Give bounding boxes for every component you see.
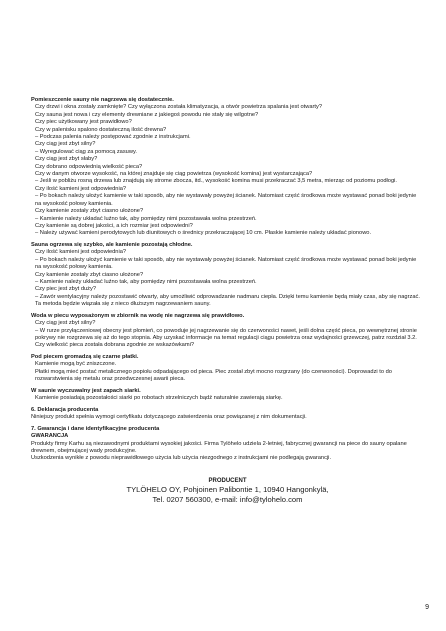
producer-address: TYLÖHELO OY, Pohjoinen Palibontie 1, 10940 Hangonkylä,: [126, 484, 329, 494]
text-line: Uszkodzenia wynikłe z powodu nieprawidłowego użycia lub użycia niezgodnego z instrukcjami nie podlegają gwarancji.: [31, 455, 332, 462]
text-line: Czy sauna jest nowa i czy elementy drewniane z jakiegoś powodu nie stały się wilgotne?: [35, 111, 259, 118]
text-line: – Wyregulować ciąg za pomocą zasuwy.: [35, 148, 137, 155]
text-line: Czy w danym otworze wysokość, na której znajduje się ciąg powietrza (wysokość komina) jest wystarczająca?: [35, 171, 313, 178]
text-line: Czy dobrano odpowiednią wielkość pieca?: [35, 163, 143, 170]
text-line: – Należy używać kamieni perodytowych lub diunitowych o średnicy przekraczającej 10 cm. Płaskie kamienie należy układać pionowo.: [35, 230, 372, 237]
section-heading: W saunie wyczuwalny jest zapach siarki.: [31, 387, 141, 394]
text-line: Czy drzwi i okna zostały zamknięte? Czy wyłączona została klimatyzacja, a otwór powietrza spalania jest otwarty?: [35, 104, 323, 111]
section-heading: Pomieszczenie sauny nie nagrzewa się dostatecznie.: [31, 97, 174, 103]
text-line: – Po bokach należy ułożyć kamienie w taki sposób, aby nie wystawały powyżej ścianek. Natomiast część środkowa może wystawać ponad boki jedynie na wysokość połowy kamienia.: [35, 256, 417, 271]
text-line: Kamienie mogą być zniszczone.: [35, 361, 117, 368]
text-line: Czy ilość kamieni jest odpowiednia?: [35, 249, 127, 256]
section-water-tank: [31, 313, 424, 350]
text-line: Czy ciąg jest zbyt silny?: [35, 320, 96, 327]
text-line: Czy w palenisku spalono dostateczną ilość drewna?: [35, 126, 167, 133]
producer-contact: Tel. 0207 560300, e-mail: info@tylohelo.com: [152, 495, 303, 505]
section-heading: Sauna ogrzewa się szybko, ale kamienie pozostają chłodne.: [31, 241, 193, 248]
section-heading: Pod piecem gromadzą się czarne płatki.: [31, 353, 139, 360]
text-line: – Zawór wentylacyjny należy pozostawić otwarty, aby umożliwić odprowadzanie nadmaru ciepła. Dzięki temu kamienie będą miały czas, aby się nagrzać. Ta metoda będzie wiązała się z nieco dłuższym nagrzewaniem sauny.: [35, 293, 420, 308]
text-line: Czy wielkość pieca została dobrana zgodnie ze wskazówkami?: [35, 342, 195, 349]
section-black-flakes: [31, 354, 424, 384]
page-number: 9: [425, 604, 429, 611]
subsection-heading: GWARANCJA: [31, 433, 69, 440]
text-line: Płatki mogą mieć postać metalicznego popiołu odpadającego od pieca. Piec został zbyt mocno rozgrzany (do czerwoności). Doprowadzi to do rozwarstwienia się metalu oraz przedwczesnej awarii pieca.: [35, 368, 392, 383]
section-sulfur-smell: [31, 388, 424, 403]
section-heading: 7. Gwarancja i dane identyfikacyjne producenta: [31, 425, 160, 432]
text-line: – Kamienie należy układać luźno tak, aby pomiędzy nimi pozostawała wolna przestrzeń.: [35, 278, 257, 285]
text-line: Niniejszy produkt spełnia wymogi certyfikatu dotyczącego zatwierdzenia oraz powiązanej z nim dokumentacji.: [31, 414, 307, 421]
producer-info: [31, 477, 424, 506]
document-content: [31, 97, 424, 506]
text-line: – W rurze przyłączeniowej obecny jest płomień, co powoduje jej nagrzewanie się do czerwoności nawet, jeśli dolna część pieca, po wewnętrznej stronie pokrywy nie rozgrzewa się aż do tego stopnia. Aby uzyskać informacje na temat regulacji ciągu powietrza oraz wydajności grzewczej, patrz rozdział 3.2.: [35, 327, 417, 341]
text-line: Czy ilość kamieni jest odpowiednia?: [35, 185, 127, 192]
section-heading: Woda w piecu wyposażonym w zbiornik na wodę nie nagrzewa się prawidłowo.: [31, 312, 245, 319]
text-line: Czy piec użytkowany jest prawidłowo?: [35, 119, 132, 126]
text-line: Czy kamienie zostały zbyt ciasno ułożone?: [35, 271, 144, 278]
section-warranty: [31, 426, 424, 463]
text-line: Czy piec jest zbyt duży?: [35, 286, 97, 293]
text-line: – Podczas palenia należy postępować zgodnie z instrukcjami.: [35, 134, 191, 141]
text-line: – Po bokach należy ułożyć kamienie w taki sposób, aby nie wystawały powyżej ścianek. Natomiast część środkowa może wystawać ponad boki jedynie na wysokość połowy kamienia.: [35, 193, 417, 207]
section-heading: 6. Deklaracja producenta: [31, 406, 99, 413]
section-manufacturer-declaration: [31, 407, 424, 422]
text-line: Kamienie posiadają pozostałości siarki po robotach strzelniczych bądź naturalnie zawierają siarkę.: [35, 395, 283, 402]
section-sauna-not-heating: [31, 97, 424, 238]
text-line: – Jeśli w pobliżu rosną drzewa lub znajdują się strome zbocza, itd., wysokość komina musi przekraczać 3,5 metra, mierząc od poziomu podłogi.: [35, 178, 397, 185]
text-line: Czy kamienie są dobrej jakości, a ich rozmiar jest odpowiedni?: [35, 222, 193, 229]
section-stones-cold: [31, 242, 424, 309]
text-line: Czy kamienie zostały zbyt ciasno ułożone?: [35, 208, 144, 215]
producer-label: PRODUCENT: [208, 477, 247, 484]
text-line: Produkty firmy Karhu są niezawodnymi produktami wysokiej jakości. Firma Tylöhelo udziela 2-letniej, fabrycznej gwarancji na piece do sauny opalane drewnem, obejmującej wady produkcyjne.: [31, 440, 407, 454]
text-line: Czy ciąg jest zbyt silny?: [35, 141, 96, 148]
text-line: – Kamienie należy układać luźno tak, aby pomiędzy nimi pozostawała wolna przestrzeń.: [35, 215, 257, 222]
text-line: Czy ciąg jest zbyt słaby?: [35, 156, 98, 163]
